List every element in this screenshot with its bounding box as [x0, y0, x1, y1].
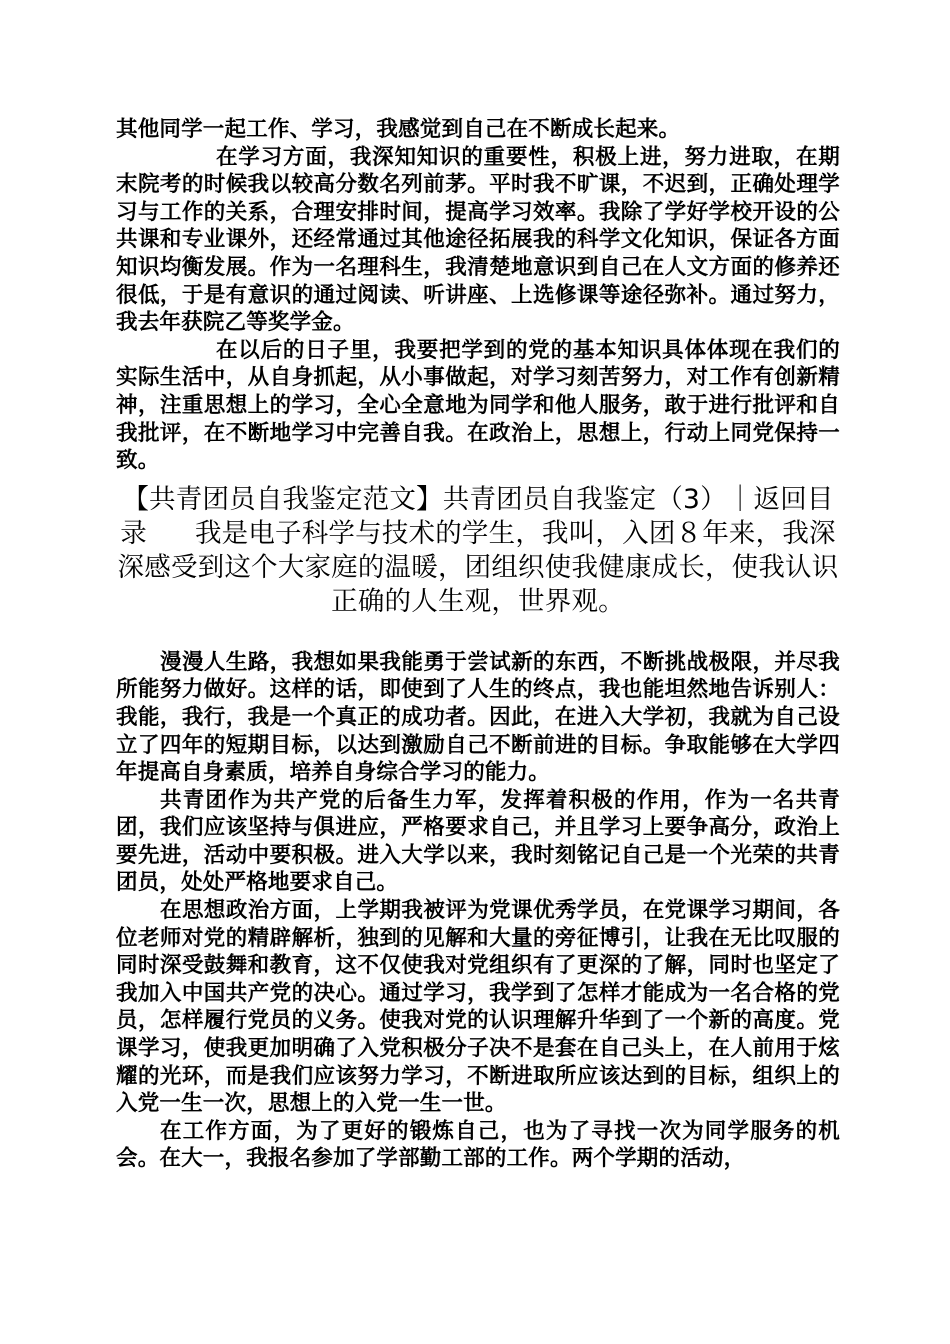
paragraph-study: 在学习方面，我深知知识的重要性，积极上进，努力进取，在期末院考的时候我以较高分数名列前茅。平时我不旷课，不迟到，正确处理学习与工作的关系，合理安排时间，提高学习效率。我除了学好学校开设的公共课和专业课外，还经常通过其他途径拓展我的科学文化知识，保证各方面知识均衡发展。作为一名理科生，我清楚地意识到自己在人文方面的修养还很低，于是有意识的通过阅读、听讲座、上选修课等途径弥补。通过努力，我去年获院乙等奖学金。: [116, 144, 840, 336]
paragraph-political: 在思想政治方面，上学期我被评为党课优秀学员，在党课学习期间，各位老师对党的精辟解析，独到的见解和大量的旁征博引，让我在无比叹服的同时深受鼓舞和教育，这不仅使我对党组织有了更深的了解，同时也坚定了我加入中国共产党的决心。通过学习，我学到了怎样才能成为一名合格的党员，怎样履行党员的义务。使我对党的认识理解升华到了一个新的高度。党课学习，使我更加明确了入党积极分子决不是套在自己头上，在人前用于炫耀的光环，而是我们应该努力学习，不断进取所应该达到的目标，组织上的入党一生一次，思想上的入党一生一世。: [116, 898, 840, 1117]
document-page: [116, 116, 840, 1173]
paragraph-league-role: 共青团作为共产党的后备生力军，发挥着积极的作用，作为一名共青团，我们应该坚持与俱进应，严格要求自己，并且学习上要争高分，政治上要先进，活动中要积极。进入大学以来，我时刻铭记自己是一个光荣的共青团员，处处严格地要求自己。: [116, 787, 840, 896]
heading-intro: 我是电子科学与技术的学生，我叫，入团８年来，我深深感受到这个大家庭的温暖，团组织使我健康成长，使我认识正确的人生观，世界观。: [117, 517, 839, 617]
section-heading: [116, 483, 840, 619]
spacer: [116, 619, 840, 649]
paragraph-life-road: 漫漫人生路，我想如果我能勇于尝试新的东西，不断挑战极限，并尽我所能努力做好。这样的话，即使到了人生的终点，我也能坦然地告诉别人：我能，我行，我是一个真正的成功者。因此，在进入大学初，我就为自己设立了四年的短期目标，以达到激励自己不断前进的目标。争取能够在大学四年提高自身素质，培养自身综合学习的能力。: [116, 649, 840, 786]
paragraph-future: 在以后的日子里，我要把学到的党的基本知识具体体现在我们的实际生活中，从自身抓起，从小事做起，对学习刻苦努力，对工作有创新精神，注重思想上的学习，全心全意地为同学和他人服务，敢于进行批评和自我批评，在不断地学习中完善自我。在政治上，思想上，行动上同党保持一致。: [116, 337, 840, 474]
paragraph-continuation: 其他同学一起工作、学习，我感觉到自己在不断成长起来。: [116, 117, 681, 142]
paragraph-work: 在工作方面，为了更好的锻炼自己，也为了寻找一次为同学服务的机会。在大一，我报名参加了学部勤工部的工作。两个学期的活动，: [116, 1118, 840, 1172]
heading-title-link[interactable]: 【共青团员自我鉴定范文】共青团员自我鉴定（3）｜返回目录: [120, 483, 834, 549]
